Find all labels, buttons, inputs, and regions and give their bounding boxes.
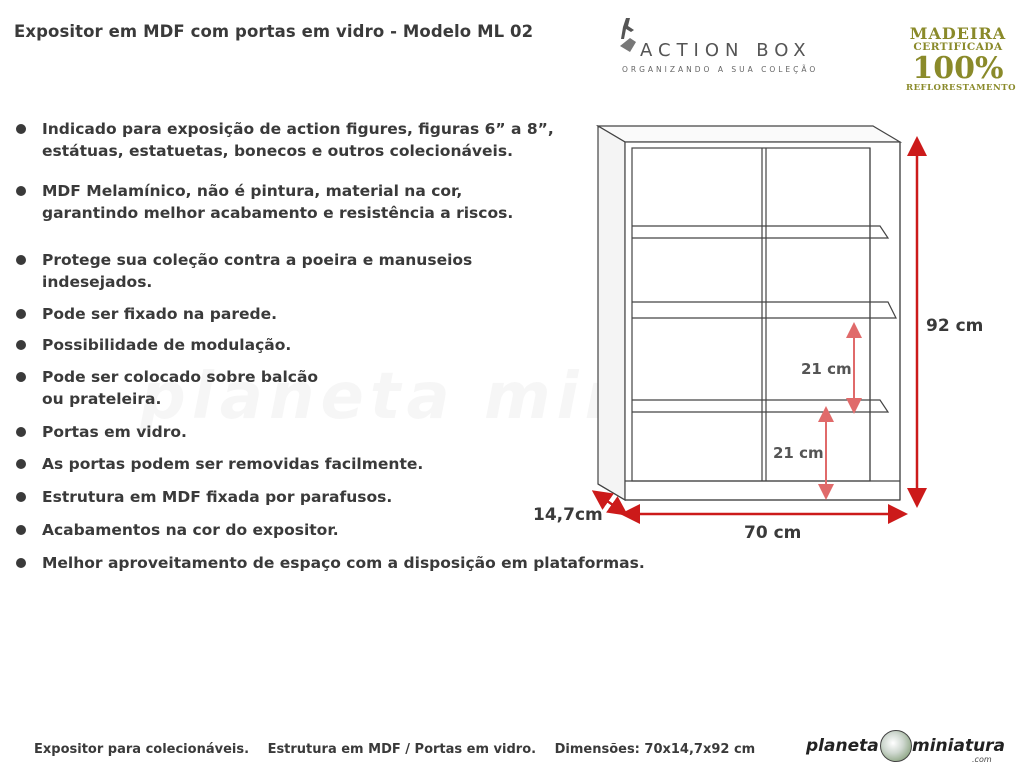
width-label: 70 cm xyxy=(744,523,802,543)
feature-text: Acabamentos na cor do expositor. xyxy=(42,521,339,539)
feature-text: Indicado para exposição de action figures, figuras 6” a 8”, estátuas, estatuetas, bonecos e outros colecionáveis. xyxy=(42,120,554,160)
feature-text: Portas em vidro. xyxy=(42,423,187,441)
globe-icon xyxy=(880,730,912,762)
seal-line-2: CERTIFICADA xyxy=(913,41,1003,53)
brand-com: .com xyxy=(972,755,992,764)
feature-text: MDF Melamínico, não é pintura, material na cor, garantindo melhor acabamento e resistência a riscos. xyxy=(42,182,514,222)
logo-word: ACTION BOX xyxy=(640,40,812,61)
shelf-gap-label: 21 cm xyxy=(801,360,852,378)
brand-left: planeta xyxy=(806,736,879,756)
feature-text: Pode ser fixado na parede. xyxy=(42,305,277,323)
feature-text: Pode ser colocado sobre balcão ou prateleira. xyxy=(42,368,319,408)
footer-desc-2: Estrutura em MDF / Portas em vidro. xyxy=(267,742,537,757)
planeta-miniatura-logo xyxy=(806,730,1006,766)
height-label: 92 cm xyxy=(926,316,984,336)
brand-right: miniatura xyxy=(912,736,1006,756)
feature-text: Melhor aproveitamento de espaço com a disposição em plataformas. xyxy=(42,554,645,572)
footer-desc-1: Expositor para colecionáveis. xyxy=(34,742,250,757)
feature-text: Estrutura em MDF fixada por parafusos. xyxy=(42,488,393,506)
feature-text: As portas podem ser removidas facilmente. xyxy=(42,455,424,473)
footer-dims: Dimensões: 70x14,7x92 cm xyxy=(554,742,756,757)
seal-line-4: REFLORESTAMENTO xyxy=(906,83,1016,93)
feature-text: Possibilidade de modulação. xyxy=(42,336,292,354)
shelf-gap-label: 21 cm xyxy=(773,444,824,462)
feature-text: Protege sua coleção contra a poeira e manuseios indesejados. xyxy=(42,251,473,291)
logo-tagline: ORGANIZANDO A SUA COLEÇÃO xyxy=(622,65,819,74)
depth-arrow xyxy=(600,496,620,510)
seal-line-1: MADEIRA xyxy=(909,24,1007,43)
seal-line-3: 100% xyxy=(912,51,1004,86)
page-title: Expositor em MDF com portas em vidro - Modelo ML 02 xyxy=(14,22,534,41)
footer-caption xyxy=(34,742,769,757)
depth-label: 14,7cm xyxy=(533,505,603,525)
